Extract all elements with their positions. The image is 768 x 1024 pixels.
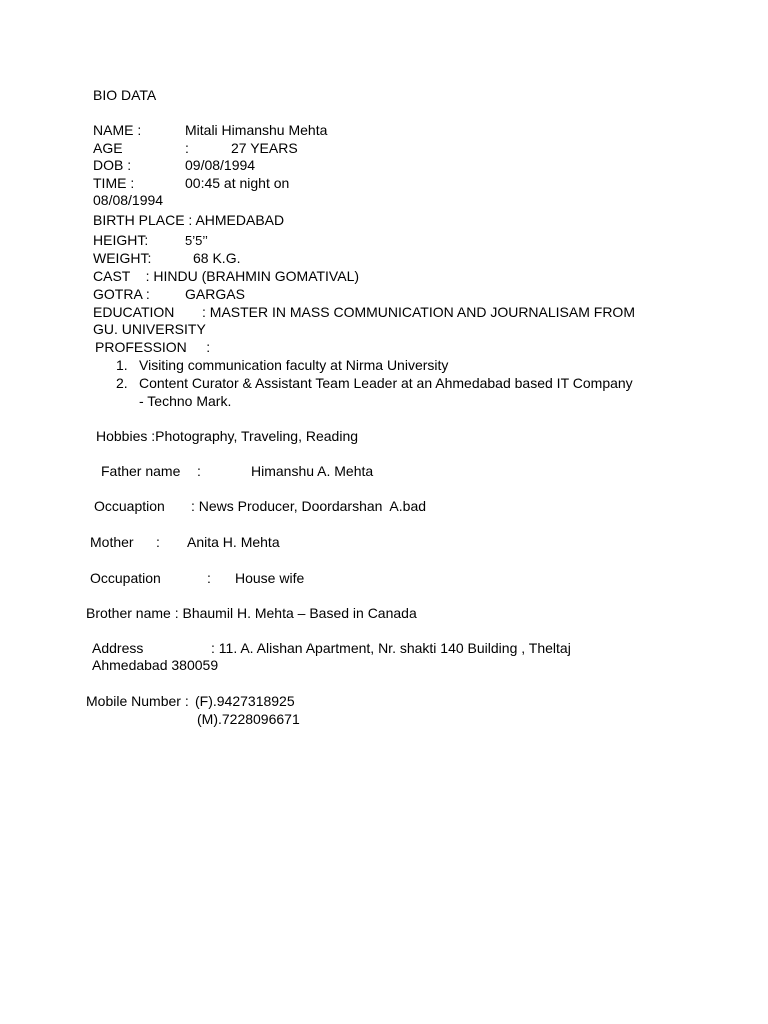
height-value: 5’5’’ bbox=[185, 233, 208, 248]
mother-separator: : bbox=[156, 534, 160, 550]
education-label: EDUCATION bbox=[93, 304, 175, 320]
father-value: Himanshu A. Mehta bbox=[251, 463, 374, 479]
profession-item-text: Visiting communication faculty at Nirma University bbox=[139, 357, 449, 373]
dob-value: 09/08/1994 bbox=[185, 157, 256, 173]
time-value-cont: 08/08/1994 bbox=[93, 192, 164, 208]
dob-label: DOB : bbox=[93, 157, 132, 173]
profession-item-text-cont: - Techno Mark. bbox=[139, 393, 232, 409]
father-label: Father name bbox=[101, 463, 181, 479]
mother-label: Mother bbox=[90, 534, 134, 550]
mother-occupation-value: House wife bbox=[235, 570, 305, 586]
weight-value: 68 K.G. bbox=[193, 250, 241, 266]
address-value-cont: Ahmedabad 380059 bbox=[92, 657, 219, 673]
gotra-label: GOTRA : bbox=[93, 286, 150, 302]
address-value: : 11. A. Alishan Apartment, Nr. shakti 140 Building , Theltaj bbox=[211, 640, 571, 656]
hobbies: Hobbies :Photography, Traveling, Reading bbox=[96, 428, 359, 444]
education-value-cont: GU. UNIVERSITY bbox=[93, 321, 206, 337]
height-label: HEIGHT: bbox=[93, 232, 149, 248]
time-label: TIME : bbox=[93, 175, 135, 191]
mother-value: Anita H. Mehta bbox=[187, 534, 280, 550]
age-label: AGE bbox=[93, 140, 123, 156]
weight-label: WEIGHT: bbox=[93, 250, 152, 266]
profession-label: PROFESSION : bbox=[95, 339, 211, 355]
father-occupation-value: : News Producer, Doordarshan A.bad bbox=[191, 498, 427, 514]
education-value: : MASTER IN MASS COMMUNICATION AND JOURNALISAM FROM bbox=[202, 304, 635, 320]
profession-item-number: 2. bbox=[116, 375, 128, 391]
gotra-value: GARGAS bbox=[185, 286, 245, 302]
mobile-father: (F).9427318925 bbox=[195, 693, 295, 709]
name-label: NAME : bbox=[93, 122, 142, 138]
mobile-label: Mobile Number : bbox=[86, 693, 189, 709]
father-separator: : bbox=[197, 463, 201, 479]
name-value: Mitali Himanshu Mehta bbox=[185, 122, 328, 138]
cast: CAST : HINDU (BRAHMIN GOMATIVAL) bbox=[93, 268, 360, 284]
document-heading: BIO DATA bbox=[93, 87, 157, 103]
age-separator: : bbox=[185, 140, 189, 156]
address-label: Address bbox=[92, 640, 144, 656]
profession-item-number: 1. bbox=[116, 357, 128, 373]
profession-item-text: Content Curator & Assistant Team Leader at an Ahmedabad based IT Company bbox=[139, 375, 633, 391]
age-value: 27 YEARS bbox=[231, 140, 298, 156]
mobile-mother: (M).7228096671 bbox=[197, 711, 300, 727]
brother: Brother name : Bhaumil H. Mehta – Based in Canada bbox=[86, 605, 417, 621]
mother-occupation-separator: : bbox=[207, 570, 211, 586]
time-value: 00:45 at night on bbox=[185, 175, 290, 191]
birth-place: BIRTH PLACE : AHMEDABAD bbox=[93, 212, 285, 228]
mother-occupation-label: Occupation bbox=[90, 570, 161, 586]
father-occupation-label: Occuaption bbox=[94, 498, 165, 514]
